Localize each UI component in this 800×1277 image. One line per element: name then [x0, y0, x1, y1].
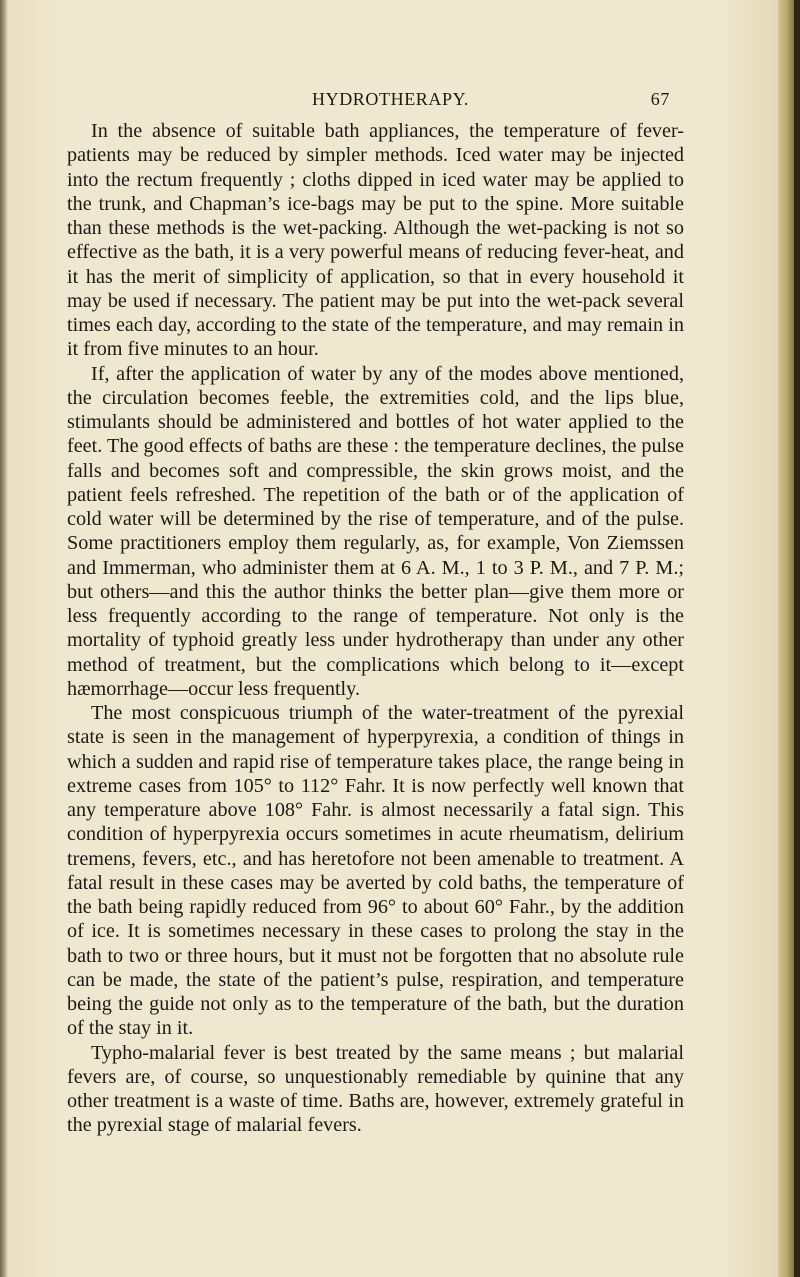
running-title: HYDROTHERAPY. [312, 89, 469, 109]
paragraph: In the absence of suitable bath appliances, the temperature of fever-patients may be reduced by simpler methods. Iced water may be injected into the rectum frequently ; cloths dipped in iced water may be applied to the trunk, and Chapman’s ice-bags may be put to the spine. More suitable than these methods is the wet-packing. Although the wet-packing is not so effective as the bath, it is a very powerful means of reducing fever-heat, and it has the merit of simplicity of application, so that in every household it may be used if necessary. The patient may be put into the wet-pack several times each day, according to the state of the temperature, and may remain in it from five minutes to an hour. [67, 120, 684, 361]
book-spine-shadow [794, 0, 800, 1277]
body-text [67, 119, 684, 1138]
page-left-edge [0, 0, 8, 1277]
paragraph: Typho-malarial fever is best treated by the same means ; but malarial fevers are, of course, so unquestionably remediable by quinine that any other treatment is a waste of time. Baths are, however, extremely grateful in the pyrexial stage of malarial fevers. [67, 1041, 684, 1137]
paragraph: If, after the application of water by any of the modes above mentioned, the circulation becomes feeble, the extremities cold, and the lips blue, stimulants should be administered and bottles of hot water applied to the feet. The good effects of baths are these : the temperature declines, the pulse falls and becomes soft and compressible, the skin grows moist, and the patient feels refreshed. The repetition of the bath or of the application of cold water will be determined by the rise of temperature, and of the pulse. Some practitioners employ them regularly, as, for example, Von Ziemssen and Immerman, who administer them at 6 A. M., 1 to 3 P. M., and 7 P. M.; but others—and this the author thinks the better plan—give them more or less frequently according to the range of temperature. Not only is the mortality of typhoid greatly less under hydrotherapy than under any other method of treatment, but the complications which belong to it—except hæmorrhage—occur less frequently. [67, 362, 684, 700]
page-number: 67 [650, 89, 670, 109]
paragraph: The most conspicuous triumph of the water-treatment of the pyrexial state is seen in the management of hyperpyrexia, a condition of things in which a sudden and rapid rise of temperature takes place, the range being in extreme cases from 105° to 112° Fahr. It is now perfectly well known that any temperature above 108° Fahr. is almost necessarily a fatal sign. This condition of hyperpyrexia occurs sometimes in acute rheumatism, delirium tremens, fevers, etc., and has heretofore not been amenable to treatment. A fatal result in these cases may be averted by cold baths, the temperature of the bath being rapidly reduced from 96° to about 60° Fahr., by the addition of ice. It is sometimes necessary in these cases to prolong the stay in the bath to two or three hours, but it must not be forgotten that no absolute rule can be made, the state of the patient’s pulse, respiration, and temperature being the guide not only as to the temperature of the bath, but the duration of the stay in it. [67, 702, 684, 1040]
page-header [312, 89, 670, 113]
